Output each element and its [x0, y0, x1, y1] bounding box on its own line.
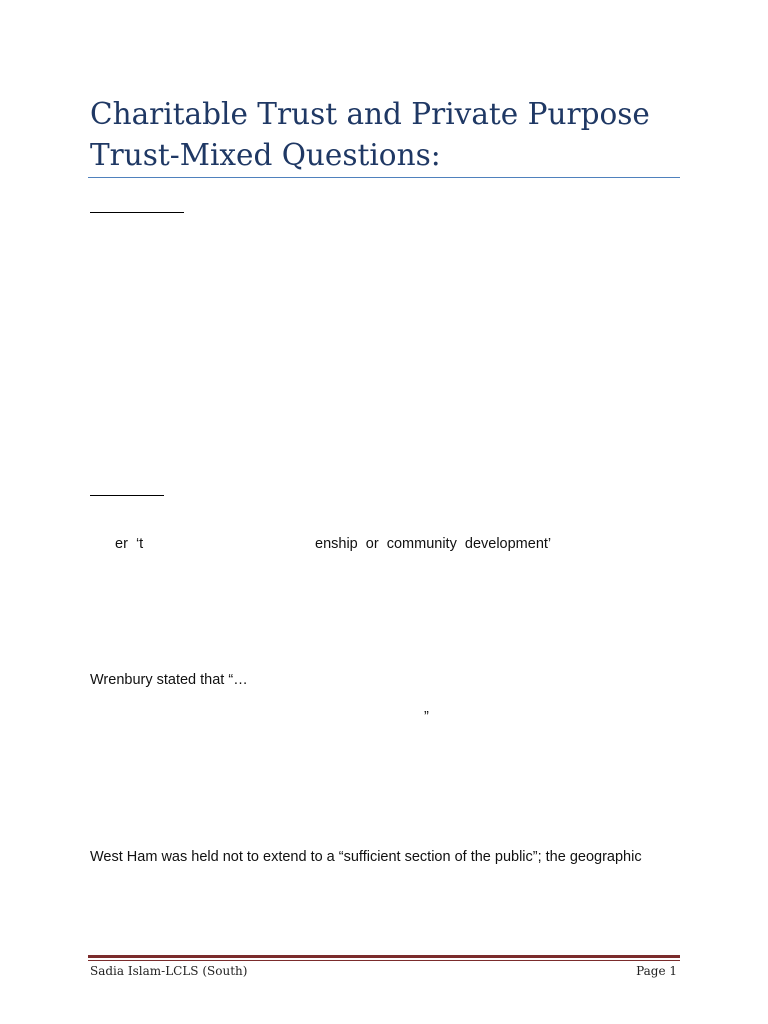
text-fragment-4: West Ham was held not to extend to a “sufficient section of the public”; the geographic: [90, 849, 642, 865]
text-fragment-1a: er ‘t: [115, 536, 144, 552]
text-fragment-2: Wrenbury stated that “…: [90, 672, 248, 688]
footer-page-number: Page 1: [636, 964, 677, 978]
footer-author: Sadia Islam-LCLS (South): [90, 964, 248, 978]
text-fragment-1b: enship or community development’: [315, 536, 552, 552]
title-line-1: Charitable Trust and Private Purpose: [90, 97, 650, 131]
heading-underline-2: [90, 495, 164, 496]
heading-underline-1: [90, 212, 184, 213]
title-line-2: Trust-Mixed Questions:: [90, 138, 441, 172]
footer-divider-thin: [88, 960, 680, 961]
text-fragment-3: ”: [424, 709, 429, 725]
footer-divider-thick: [88, 955, 680, 958]
title-underline: [88, 177, 680, 178]
document-title: [90, 94, 690, 176]
